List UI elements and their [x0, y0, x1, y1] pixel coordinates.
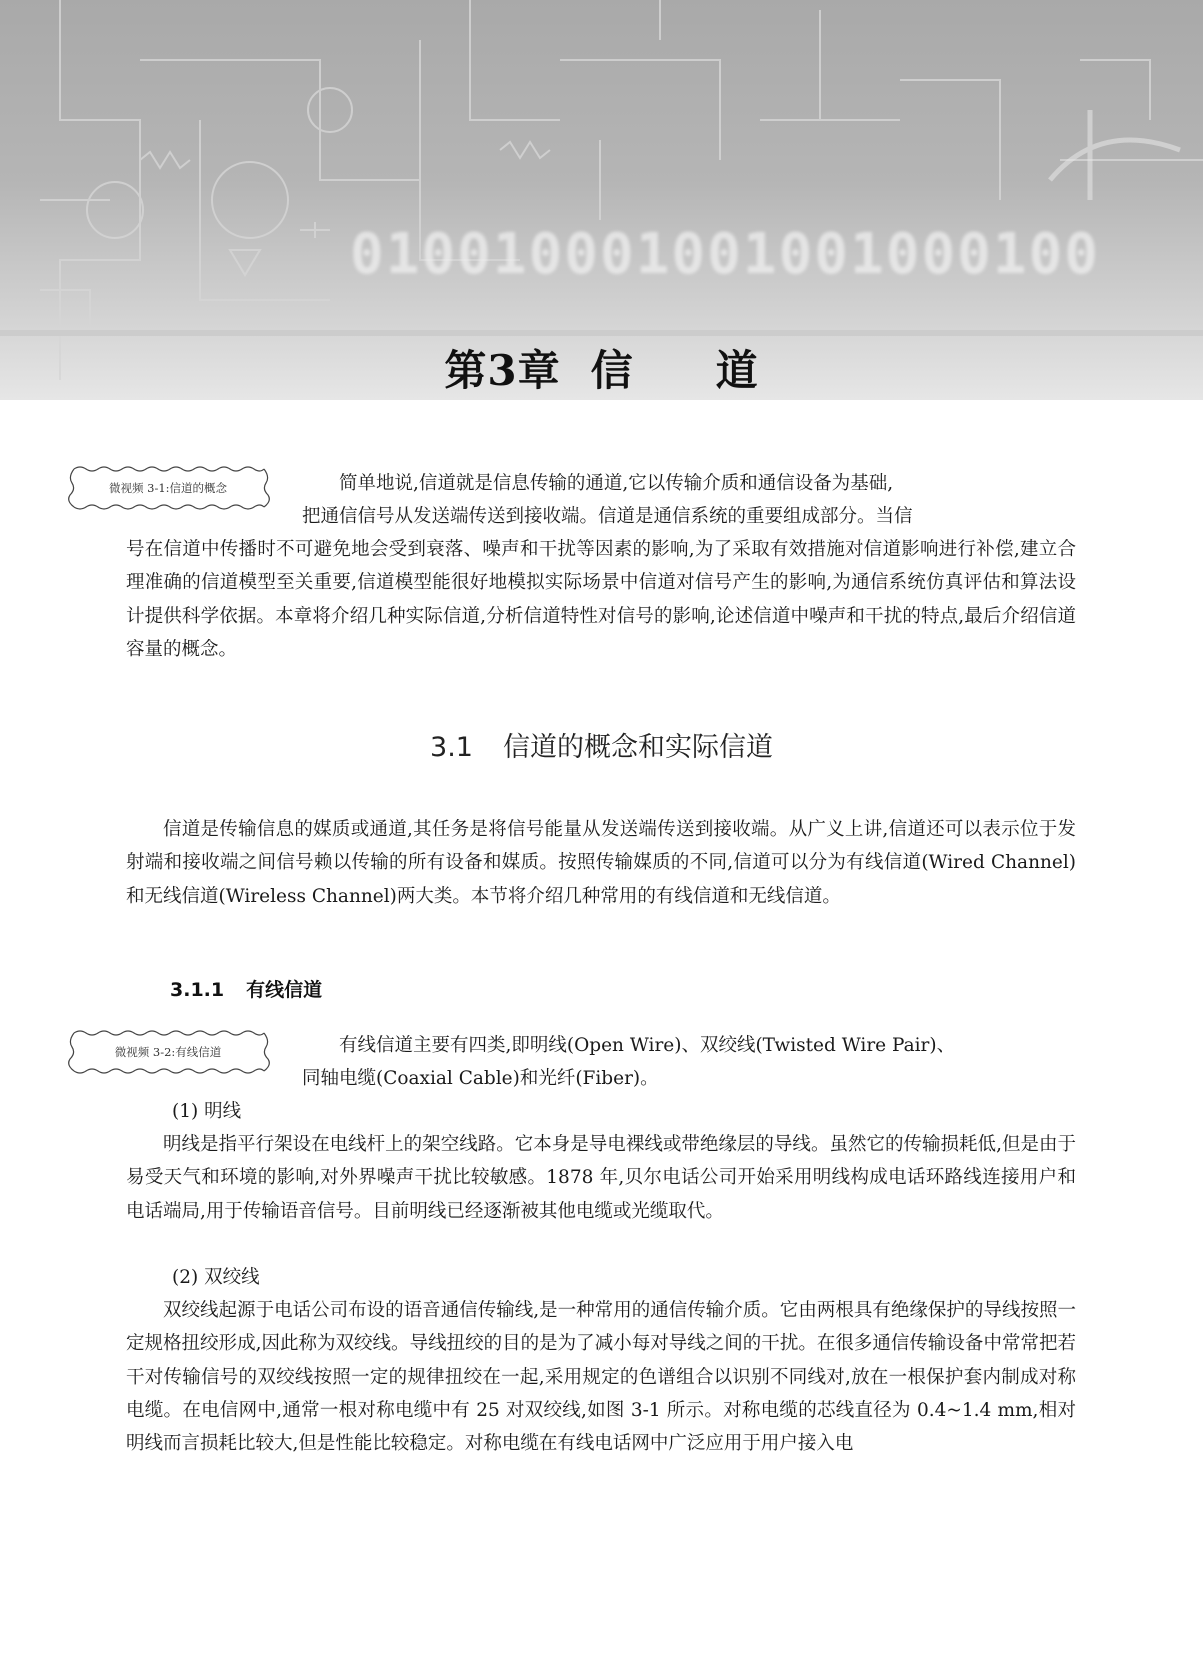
- intro-paragraph-rest: 号在信道中传播时不可避免地会受到衰落、噪声和干扰等因素的影响,为了采取有效措施对信道影响进行补偿,建立合理准确的信道模型至关重要,信道模型能很好地模拟实际场景中信道对信号产生的影响,为通信系统仿真评估和算法设计提供科学依据。本章将介绍几种实际信道,分析信道特性对信号的影响,论述信道中噪声和干扰的特点,最后介绍信道容量的概念。: [126, 539, 1076, 660]
- section-heading: [0, 725, 1203, 764]
- micro-video-tag-1[interactable]: [66, 463, 270, 513]
- item-2-label: (2) 双绞线: [172, 1267, 260, 1288]
- item-1-paragraph: 明线是指平行架设在电线杆上的架空线路。它本身是导电裸线或带绝缘层的导线。虽然它的传输损耗低,但是由于易受天气和环境的影响,对外界噪声干扰比较敏感。1878 年,贝尔电话公司开始采用明线构成电话环路线连接用户和电话端局,用于传输语音信号。目前明线已经逐渐被其他电缆或光缆取代。: [126, 1134, 1076, 1222]
- chapter-title-char-1: 信: [590, 346, 634, 395]
- item-2-paragraph: 双绞线起源于电话公司布设的语音通信传输线,是一种常用的通信传输介质。它由两根具有绝缘保护的导线按照一定规格扭绞形成,因此称为双绞线。导线扭绞的目的是为了减小每对导线之间的干扰。在很多通信传输设备中常常把若干对传输信号的双绞线按照一定的规律扭绞在一起,采用规定的色谱组合以识别不同线对,放在一根保护套内制成对称电缆。在电信网中,通常一根对称电缆中有 25 对双绞线,如图 3-1 所示。对称电缆的芯线直径为 0.4~1.4 mm,相对明线而言损耗比较大,但是性能比较稳定。对称电缆在有线电话网中广泛应用于用户接入电: [126, 1300, 1076, 1455]
- chapter-title-char-2: 道: [715, 346, 759, 395]
- wired-intro-line-2: 同轴电缆(Coaxial Cable)和光纤(Fiber)。: [302, 1068, 659, 1089]
- section-number: 3.1: [430, 732, 473, 763]
- intro-line-2: 把通信信号从发送端传送到接收端。信道是通信系统的重要组成部分。当信: [302, 506, 913, 527]
- micro-video-tag-2[interactable]: [66, 1027, 270, 1077]
- chapter-number: 第3章: [444, 346, 561, 395]
- section-title: 信道的概念和实际信道: [502, 732, 773, 763]
- subsection-title: 有线信道: [246, 979, 323, 1001]
- micro-video-tag-2-label: 微视频 3-2:有线信道: [114, 1045, 222, 1059]
- chapter-title: [0, 338, 1203, 398]
- item-1-label: (1) 明线: [172, 1101, 242, 1122]
- subsection-heading: [170, 975, 322, 1002]
- section-paragraph: 信道是传输信息的媒质或通道,其任务是将信号能量从发送端传送到接收端。从广义上讲,信道还可以表示位于发射端和接收端之间信号赖以传输的所有设备和媒质。按照传输媒质的不同,信道可以分为有线信道(Wired Channel)和无线信道(Wireless Channel)两大类。本节将介绍几种常用的有线信道和无线信道。: [126, 819, 1076, 907]
- micro-video-tag-1-label: 微视频 3-1:信道的概念: [108, 481, 228, 495]
- binary-digits-decoration: 010010001001001000100: [350, 222, 1101, 287]
- chapter-banner: [0, 0, 1203, 400]
- intro-line-1: 简单地说,信道就是信息传输的通道,它以传输介质和通信设备为基础,: [339, 473, 894, 494]
- wired-intro-line-1: 有线信道主要有四类,即明线(Open Wire)、双绞线(Twisted Wire Pair)、: [339, 1035, 956, 1056]
- subsection-number: 3.1.1: [170, 979, 225, 1001]
